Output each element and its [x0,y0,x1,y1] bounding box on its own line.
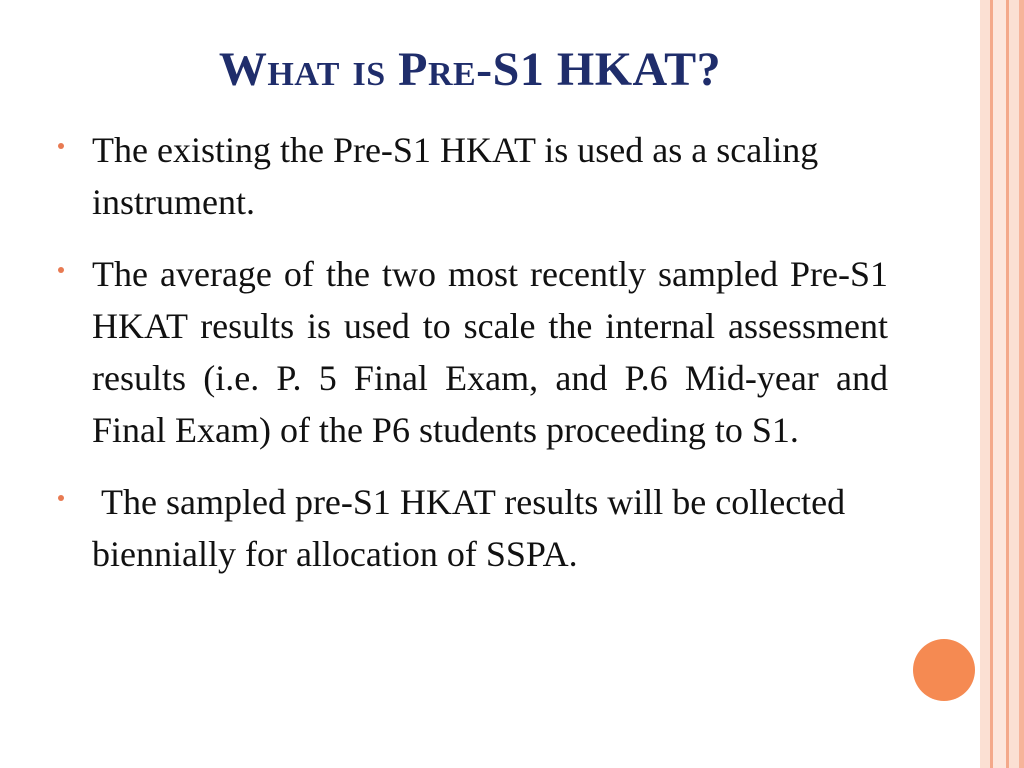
bullet-item [58,476,888,580]
bullet-text: The average of the two most recently sampled Pre-S1 HKAT results is used to scale the internal assessment results (i.e. P. 5 Final Exam, and P.6 Mid-year and Final Exam) of the P6 students proceeding to S1. [92,254,888,450]
slide-title: What is Pre-S1 HKAT? [218,43,722,96]
bullet-item [58,248,888,456]
decorative-stripe [1009,0,1019,768]
decorative-stripe [980,0,990,768]
decorative-stripe [1019,0,1024,768]
bullet-text: The existing the Pre-S1 HKAT is used as a scaling instrument. [92,130,819,222]
bullet-dot-icon [58,495,64,501]
decorative-stripe [993,0,1006,768]
bullet-dot-icon [58,267,64,273]
bullet-item [58,124,888,228]
bullet-list [58,124,888,600]
bullet-dot-icon [58,143,64,149]
decorative-circle-icon [913,639,975,701]
bullet-text: The sampled pre-S1 HKAT results will be collected biennially for allocation of SSPA. [92,482,855,574]
